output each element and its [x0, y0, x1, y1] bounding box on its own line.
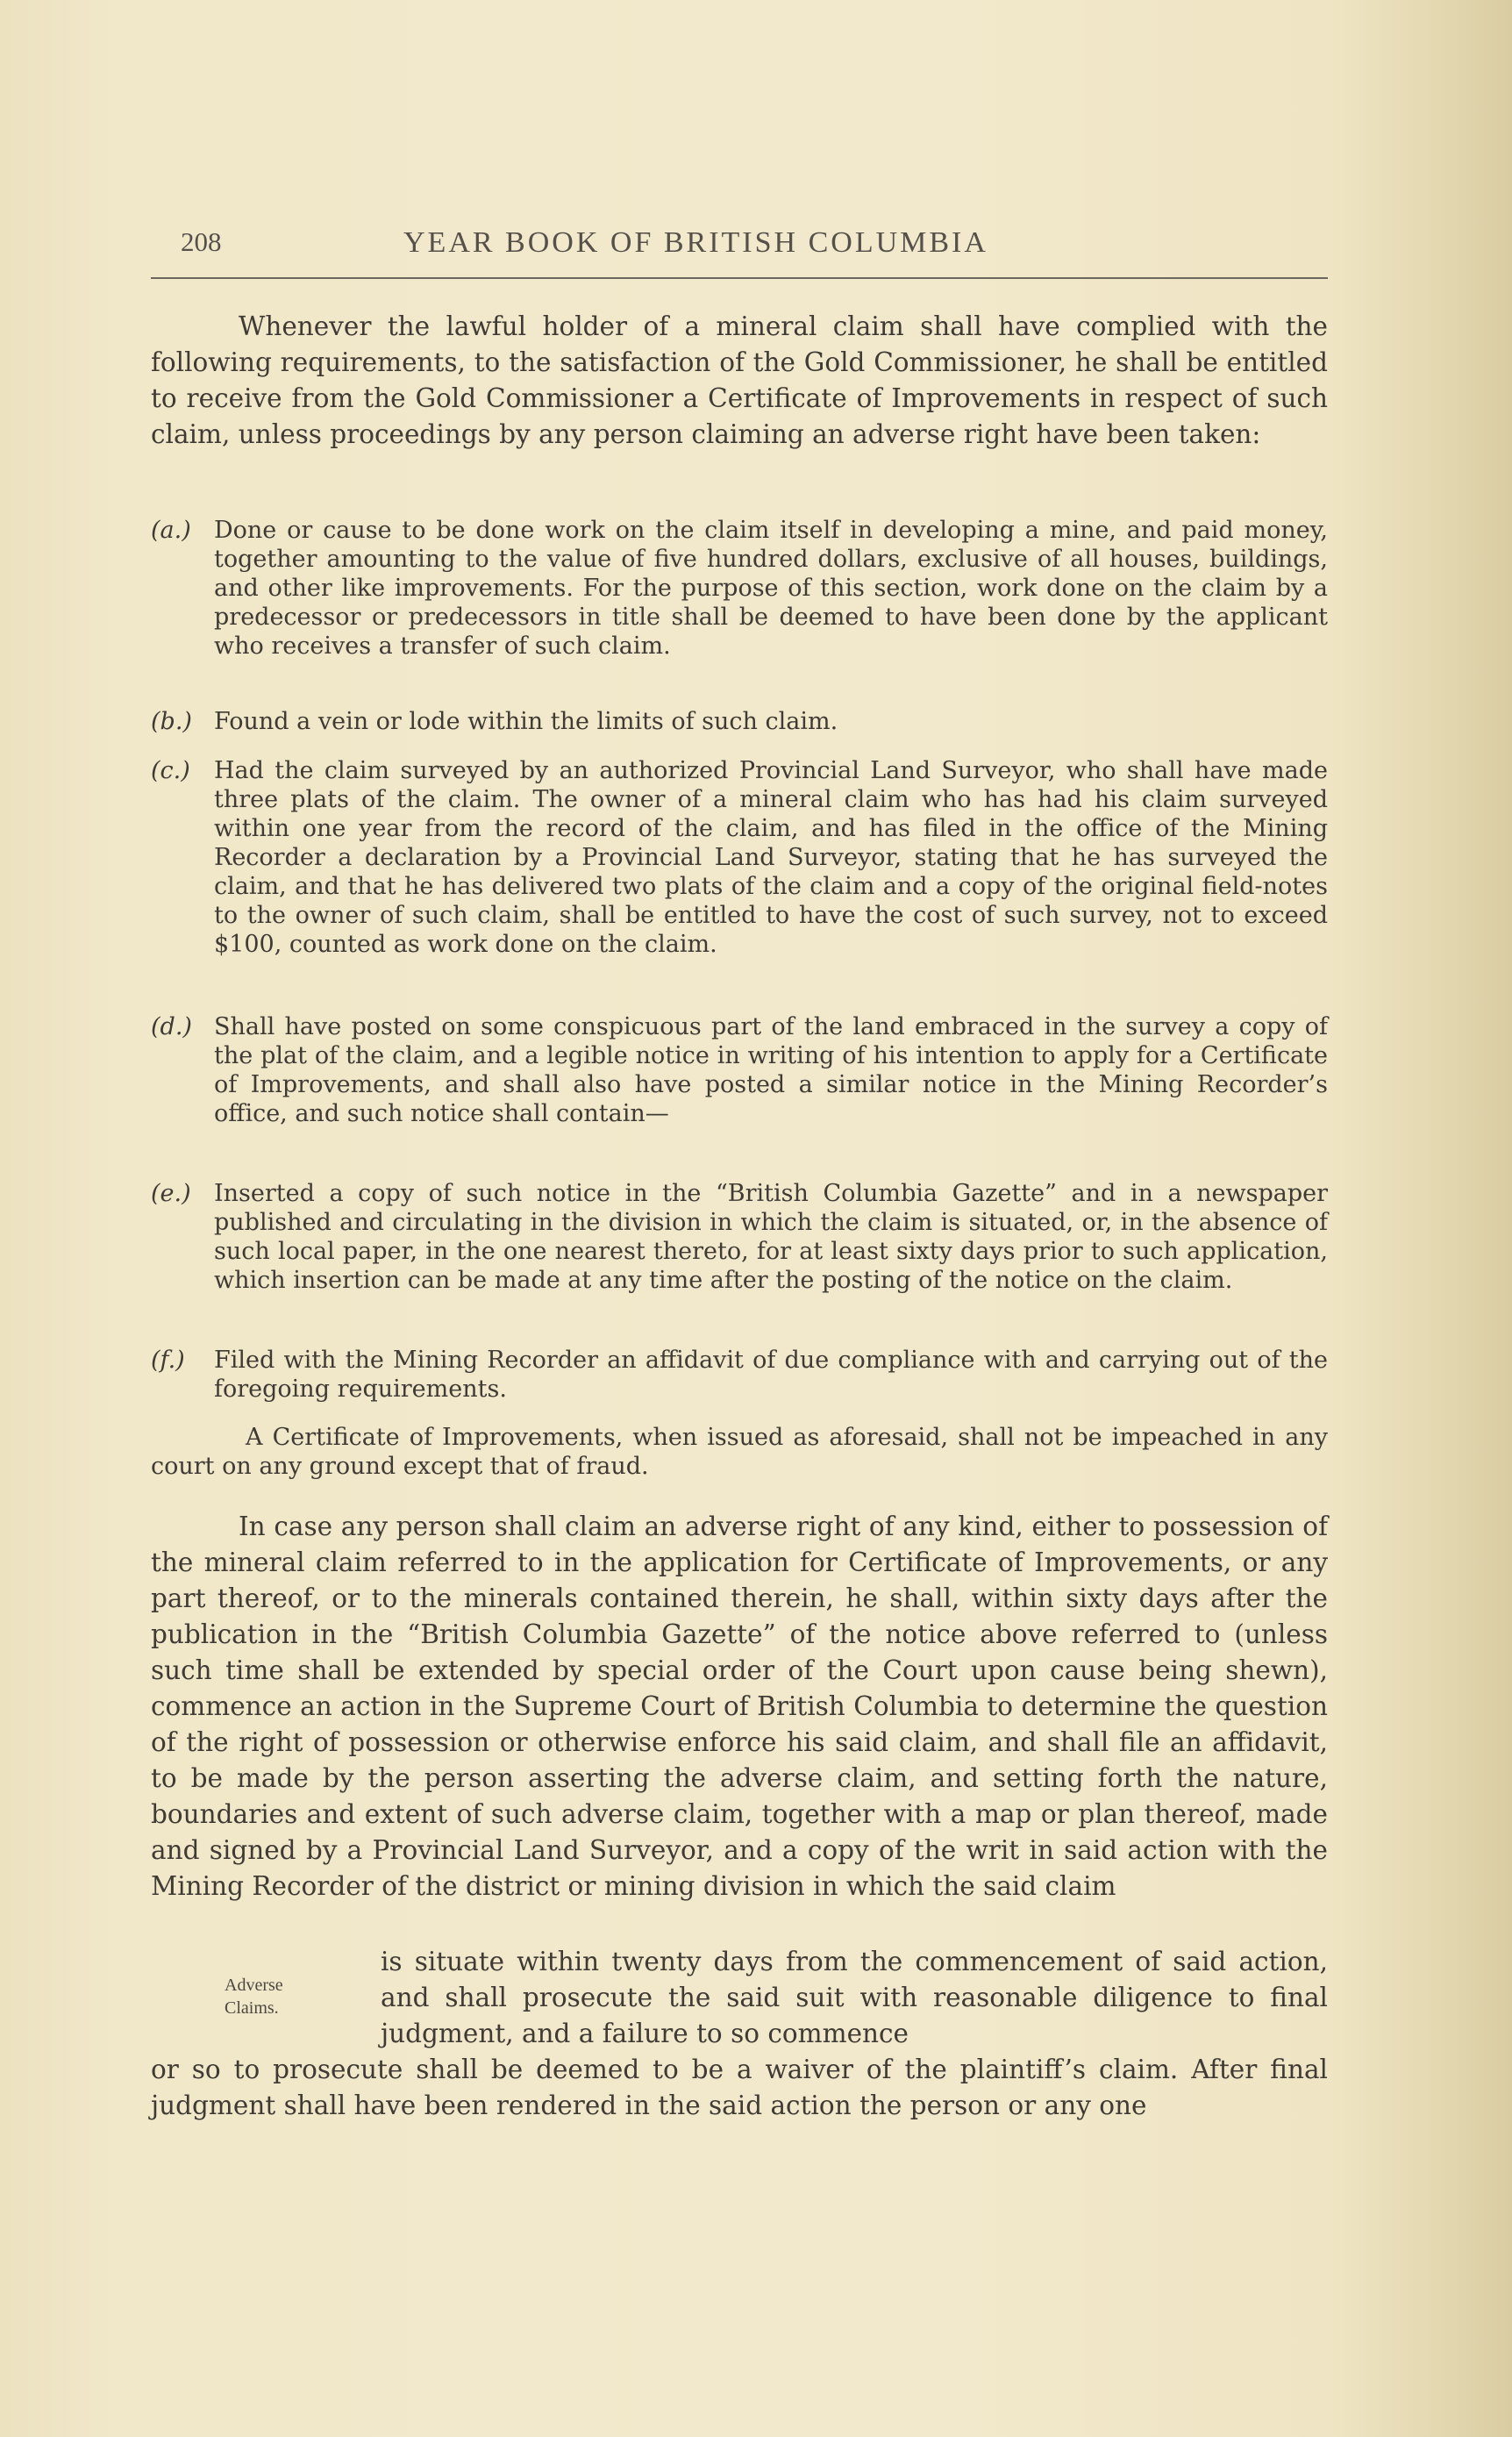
requirement-e — [151, 1179, 1328, 1295]
adverse-claims-continuation: or so to prosecute shall be deemed to be a waiver of the plaintiff’s claim. After final judgment shall have been rendered in the said action the person or any one — [151, 2055, 1328, 2120]
intro-text: Whenever the lawful holder of a mineral claim shall have complied with the following requirements, to the satisfaction of the Gold Commissioner, he shall be entitled to receive from the Gold Commissioner a Certificate of Improvements in respect of such claim, unless proceedings by any person claiming an adverse right have been taken: — [151, 311, 1328, 449]
adverse-claims-notch-text: is situate within twenty days from the commencement of said action, and shall prosecute the said suit with reasonable diligence to final judgment, and a failure to so commence — [381, 1947, 1328, 2048]
margin-note-line: Claims. — [225, 1998, 279, 2018]
intro-paragraph — [151, 309, 1328, 453]
header-rule — [151, 277, 1328, 279]
requirement-text: Done or cause to be done work on the claim itself in developing a mine, and paid money, together amounting to the value of five hundred dollars, exclusive of all houses, buildings, and other like improvements. For the purpose of this section, work done on the claim by a predecessor or predecessors in title shall be deemed to have been done by the applicant who receives a transfer of such claim. — [214, 517, 1328, 660]
requirement-label: (c.) — [151, 757, 190, 784]
requirement-label: (e.) — [151, 1180, 191, 1207]
requirement-text: Filed with the Mining Recorder an affidavit of due compliance with and carrying out of the foregoing requirements. — [214, 1347, 1328, 1403]
requirement-f — [151, 1346, 1328, 1404]
page-number: 208 — [181, 226, 222, 257]
requirement-text: Found a vein or lode within the limits of such claim. — [214, 708, 838, 735]
requirement-label: (f.) — [151, 1347, 185, 1374]
requirement-text: Shall have posted on some conspicuous part of the land embraced in the survey a copy of the plat of the claim, and a legible notice in writing of his intention to apply for a Certificate of Improvements, and shall also have posted a similar notice in the Mining Recorder’s office, and such notice shall contain— — [214, 1013, 1328, 1127]
requirement-text: Had the claim surveyed by an authorized Provincial Land Surveyor, who shall have made three plats of the claim. The owner of a mineral claim who has had his claim surveyed within one year from the record of the claim, and has filed in the office of the Mining Recorder a declaration by a Provincial Land Surveyor, stating that he has surveyed the claim, and that he has delivered two plats of the claim and a copy of the original field-notes to the owner of such claim, shall be entitled to have the cost of such survey, not to exceed $100, counted as work done on the claim. — [214, 757, 1328, 958]
certificate-note-text: A Certificate of Improvements, when issued as aforesaid, shall not be impeached in any court on any ground except that of fraud. — [151, 1424, 1328, 1480]
margin-note-adverse-claims — [225, 1974, 283, 2019]
requirement-b — [151, 707, 1328, 736]
requirement-label: (a.) — [151, 517, 191, 544]
requirement-c — [151, 756, 1328, 959]
requirement-text: Inserted a copy of such notice in the “British Columbia Gazette” and in a newspaper published and circulating in the division in which the claim is situated, or, in the absence of such local paper, in the one nearest thereto, for at least sixty days prior to such application, which insertion can be made at any time after the posting of the notice on the claim. — [214, 1180, 1328, 1294]
margin-note-line: Adverse — [225, 1976, 283, 1995]
requirement-a — [151, 516, 1328, 661]
running-title: YEAR BOOK OF BRITISH COLUMBIA — [403, 226, 988, 259]
requirement-label: (b.) — [151, 708, 192, 735]
adverse-claims-paragraph — [151, 1509, 1328, 1905]
certificate-note-paragraph — [151, 1423, 1328, 1481]
adverse-claims-text: In case any person shall claim an adverse right of any kind, either to possession of the mineral claim referred to in the application for Certificate of Improvements, or any part thereof, or to the minerals contained therein, he shall, within sixty days after the publication in the “British Columbia Gazette” of the notice above referred to (unless such time shall be extended by special order of the Court upon cause being shewn), commence an action in the Supreme Court of British Columbia to determine the question of the right of possession or otherwise enforce his said claim, and shall file an affidavit, to be made by the person asserting the adverse claim, and setting forth the nature, boundaries and extent of such adverse claim, together with a map or plan thereof, made and signed by a Provincial Land Surveyor, and a copy of the writ in said action with the Mining Recorder of the district or mining division in which the said claim — [151, 1512, 1328, 1901]
requirement-label: (d.) — [151, 1013, 192, 1040]
requirement-d — [151, 1012, 1328, 1128]
